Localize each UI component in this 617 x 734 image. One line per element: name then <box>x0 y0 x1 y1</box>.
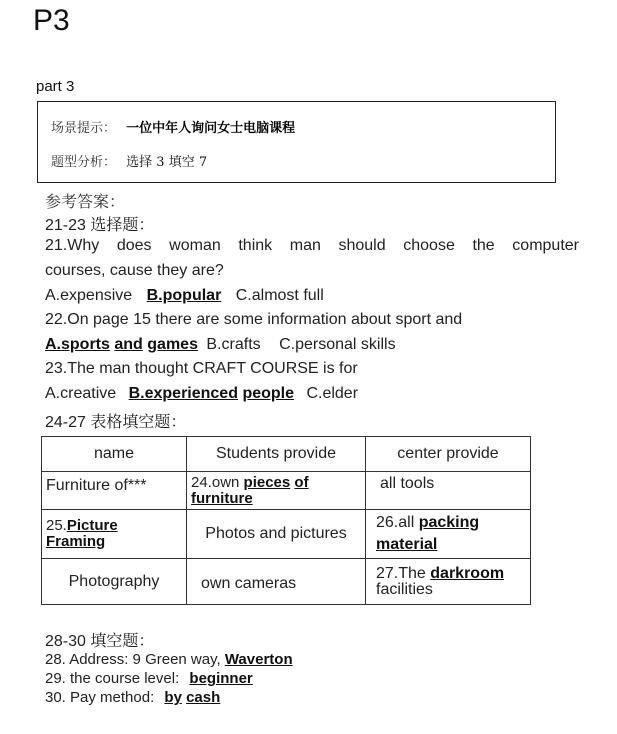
row3-center-suffix: facilities <box>376 580 433 598</box>
row2-center-answer-material: material <box>376 536 438 553</box>
q30-prefix: 30. Pay method: <box>45 689 155 706</box>
table-cell <box>187 559 366 605</box>
row2-name-prefix: 25. <box>46 517 67 534</box>
row3-name: Photography <box>68 572 160 590</box>
q30-answer-cash: cash <box>186 689 221 706</box>
scene-value: 一位中年人询问女士电脑课程 <box>126 121 296 136</box>
table-header-center: center provide <box>366 437 531 472</box>
row2-students: Photos and pictures <box>205 525 347 542</box>
row1-students-prefix: 24.own <box>191 474 240 491</box>
table-cell <box>187 510 366 559</box>
fill-heading: 28-30 填空题： <box>45 633 155 650</box>
q22-option-a-answer-games: games <box>147 336 198 353</box>
q21-option-a: A.expensive <box>45 287 133 304</box>
q29-answer: beginner <box>189 670 253 687</box>
page-title: P3 <box>33 4 70 37</box>
q28-line <box>45 651 293 668</box>
q22-option-a-answer: A.sports <box>45 336 110 353</box>
row2-name-answer-framing: Framing <box>46 533 106 550</box>
table-cell <box>366 472 531 510</box>
q23-option-c: C.elder <box>306 385 359 402</box>
type-value: 选择 3 填空 7 <box>126 155 208 170</box>
mc-heading: 21-23 选择题： <box>45 217 155 234</box>
row1-students <box>187 472 365 509</box>
table-cell <box>366 559 531 605</box>
row3-students: own cameras <box>201 574 297 592</box>
scene-label: 场景提示： <box>51 121 117 136</box>
q21-option-b-answer: B.popular <box>146 287 222 304</box>
q21-option-c: C.almost full <box>235 287 324 304</box>
table-header-students: Students provide <box>187 437 366 472</box>
row3-center-prefix: 27.The <box>376 564 426 582</box>
part-label: part 3 <box>36 78 75 95</box>
row2-name-answer: Picture <box>66 517 118 534</box>
row2-center <box>366 510 530 558</box>
q30-line <box>45 689 220 706</box>
q21-options <box>45 287 324 305</box>
row2-center-prefix: 26.all <box>376 514 415 531</box>
table-cell <box>187 472 366 510</box>
row1-students-answer-furniture: furniture <box>191 490 253 507</box>
table-row <box>42 510 531 559</box>
q23-option-b-answer: B.experienced <box>128 385 238 402</box>
q28-answer: Waverton <box>224 651 293 668</box>
type-row <box>51 151 207 170</box>
q23-option-b-answer-people: people <box>242 385 294 402</box>
q23-question: 23.The man thought CRAFT COURSE is for <box>45 360 358 377</box>
row1-center: all tools <box>380 475 435 492</box>
table-header-row <box>42 437 531 472</box>
row1-students-answer: pieces <box>243 474 291 491</box>
scene-info-box <box>37 101 556 183</box>
table-heading: 24-27 表格填空题： <box>45 414 187 431</box>
table-cell <box>42 510 187 559</box>
q29-line <box>45 670 253 687</box>
row3-center-answer: darkroom <box>430 564 505 582</box>
row2-center-answer: packing <box>418 514 480 531</box>
table-cell <box>366 510 531 559</box>
q23-options <box>45 385 358 403</box>
table-cell <box>42 472 187 510</box>
table-row <box>42 472 531 510</box>
q23-option-a: A.creative <box>45 385 117 402</box>
q28-prefix: 28. Address: 9 Green way, <box>45 651 221 668</box>
type-label: 题型分析： <box>51 155 117 170</box>
q22-option-b: B.crafts <box>206 336 261 353</box>
answers-heading: 参考答案： <box>45 192 126 211</box>
q22-question: 22.On page 15 there are some information about sport and <box>45 311 463 328</box>
q30-answer: by <box>164 689 182 706</box>
row3-center <box>366 564 530 600</box>
row1-name: Furniture of*** <box>46 477 147 494</box>
scene-row <box>51 117 295 136</box>
q21-question-cont: courses, cause they are? <box>45 262 224 279</box>
q21-question: 21.Why does woman think man should choose the computer <box>45 237 579 254</box>
row2-name <box>42 516 186 552</box>
q29-prefix: 29. the course level: <box>45 670 180 687</box>
table-row <box>42 559 531 605</box>
q22-option-a-answer-and: and <box>114 336 143 353</box>
q22-options <box>45 336 396 354</box>
table-cell <box>42 559 187 605</box>
row1-students-answer-of: of <box>294 474 309 491</box>
q22-option-c: C.personal skills <box>279 336 396 353</box>
table-header-name: name <box>42 437 187 472</box>
answer-table <box>41 436 531 605</box>
